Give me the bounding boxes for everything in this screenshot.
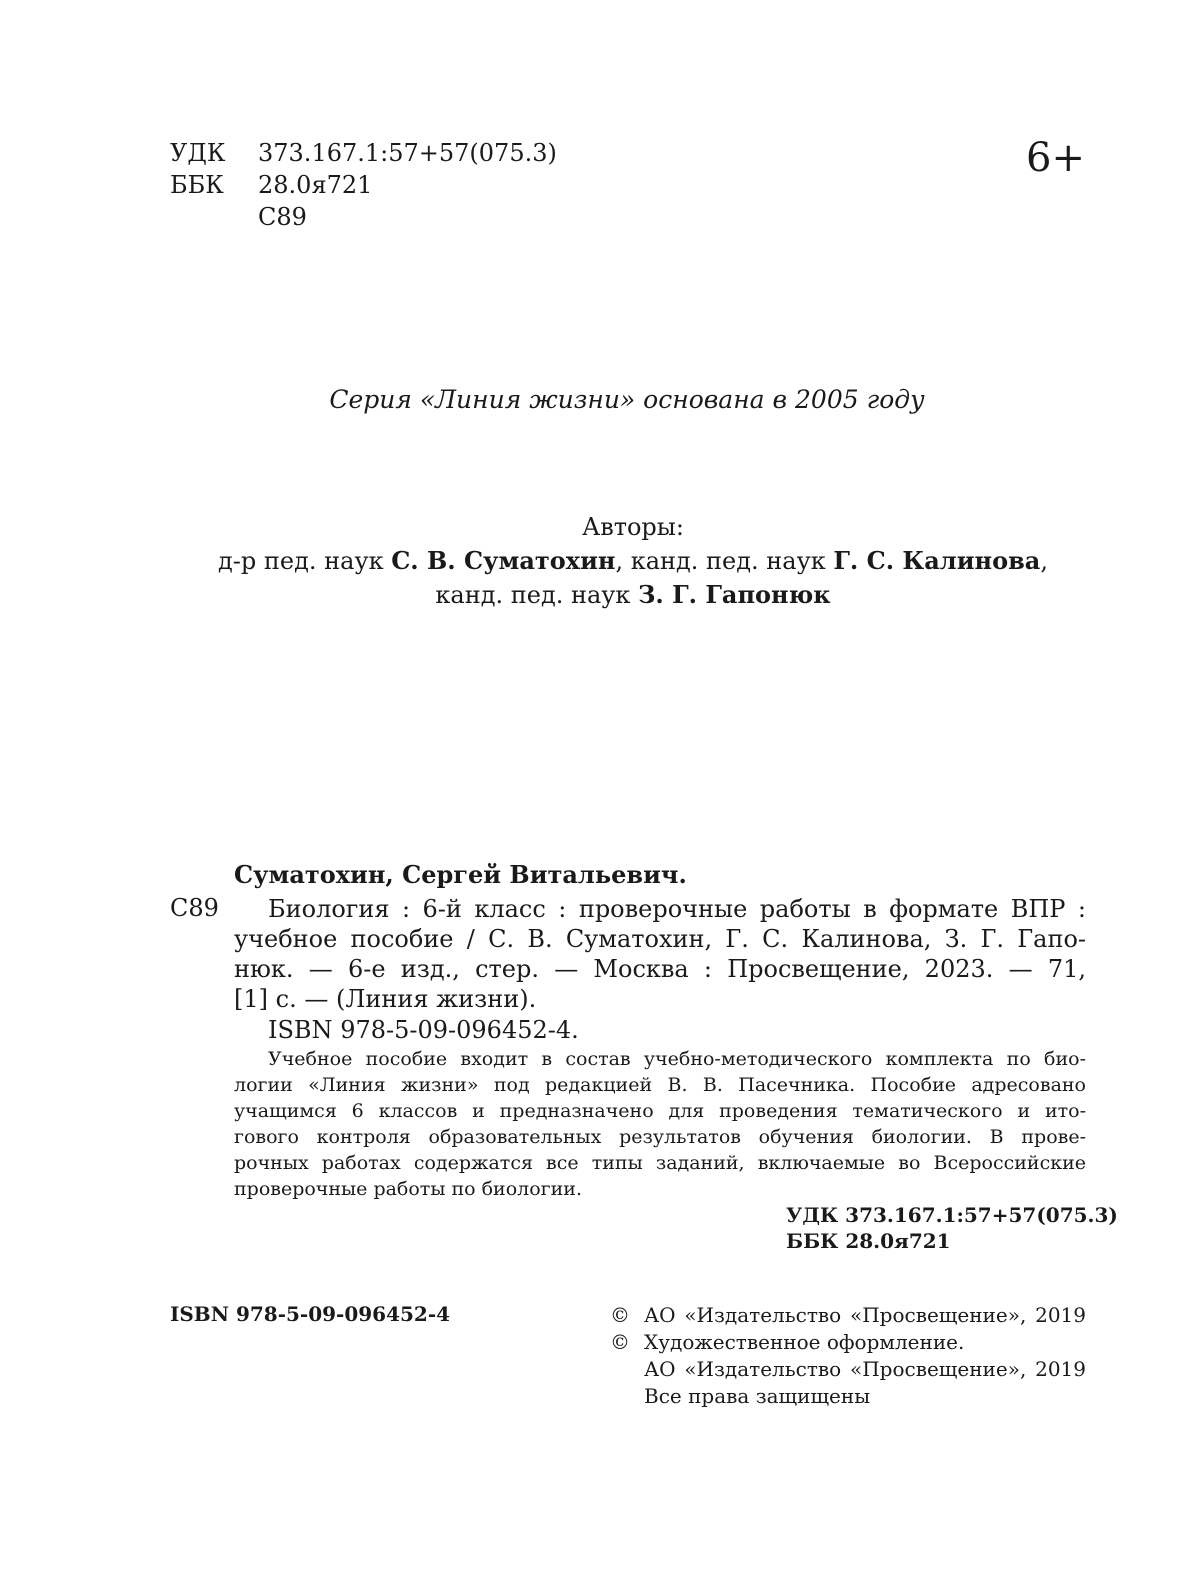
udk-repeat: УДК 373.167.1:57+57(075.3) bbox=[786, 1203, 1118, 1227]
annotation bbox=[234, 1046, 1086, 1202]
copyright-row bbox=[610, 1302, 1086, 1329]
degree-prefix: канд. пед. наук bbox=[435, 581, 639, 609]
bib-description-line: нюк. — 6-е изд., стер. — Москва : Просвещение, 2023. — 71, bbox=[234, 955, 1086, 983]
copyright-text: АО «Издательство «Просвещение», 2019 bbox=[644, 1303, 1086, 1327]
bib-description-line: учебное пособие / С. В. Суматохин, Г. С. Калинова, З. Г. Гапо- bbox=[234, 925, 1086, 953]
authors-line-1 bbox=[100, 544, 1166, 578]
annotation-line: логии «Линия жизни» под редакцией В. В. Пасечника. Пособие адресовано bbox=[234, 1074, 1086, 1096]
authors-heading: Авторы: bbox=[582, 513, 684, 541]
rights-row bbox=[610, 1383, 1086, 1410]
bbk-repeat: ББК 28.0я721 bbox=[786, 1229, 951, 1253]
udk-row bbox=[170, 138, 557, 168]
copyright-icon: © bbox=[610, 1303, 630, 1327]
rights-text: Все права защищены bbox=[644, 1384, 871, 1408]
authors-line-2 bbox=[100, 578, 1166, 612]
authors-block bbox=[100, 510, 1166, 612]
copyright-text: АО «Издательство «Просвещение», 2019 bbox=[644, 1357, 1086, 1381]
series-note: Серия «Линия жизни» основана в 2005 году bbox=[329, 385, 925, 414]
classification-repeat bbox=[786, 1202, 1118, 1254]
author-name: Г. С. Калинова bbox=[833, 546, 1041, 575]
copyright-icon: © bbox=[610, 1330, 630, 1354]
udk-value: 373.167.1:57+57(075.3) bbox=[258, 139, 557, 167]
udk-label: УДК bbox=[170, 139, 226, 167]
annotation-line: учащимся 6 классов и предназначено для проведения тематического и ито- bbox=[234, 1100, 1086, 1122]
author-name: З. Г. Гапонюк bbox=[638, 580, 831, 609]
degree-prefix: , канд. пед. наук bbox=[615, 547, 834, 575]
bbk-label: ББК bbox=[170, 171, 224, 199]
degree-prefix: д-р пед. наук bbox=[218, 547, 392, 575]
age-rating: 6+ bbox=[1026, 135, 1085, 181]
bib-description bbox=[234, 894, 1086, 1014]
copyright-text: Художественное оформление. bbox=[644, 1330, 965, 1354]
bbk-row bbox=[170, 170, 372, 200]
annotation-line: рочных работах содержатся все типы заданий, включаемые во Всероссийские bbox=[234, 1152, 1086, 1174]
copyright-row bbox=[610, 1356, 1086, 1383]
annotation-line: гового контроля образовательных результатов обучения биологии. В прове- bbox=[234, 1126, 1086, 1148]
annotation-line: Учебное пособие входит в состав учебно-методического комплекта по био- bbox=[268, 1048, 1086, 1070]
separator: , bbox=[1040, 547, 1048, 575]
copyright-row bbox=[610, 1329, 1086, 1356]
bib-code: С89 bbox=[170, 894, 219, 922]
bib-isbn: ISBN 978-5-09-096452-4. bbox=[268, 1016, 579, 1044]
author-mark: С89 bbox=[258, 203, 307, 231]
bib-description-line: [1] с. — (Линия жизни). bbox=[234, 985, 537, 1013]
author-mark-row bbox=[170, 202, 307, 232]
footer-isbn: ISBN 978-5-09-096452-4 bbox=[170, 1302, 451, 1326]
bib-description-line: Биология : 6-й класс : проверочные работы в формате ВПР : bbox=[268, 895, 1086, 923]
copyright-block bbox=[610, 1302, 1086, 1410]
annotation-line: проверочные работы по биологии. bbox=[234, 1178, 582, 1200]
author-name: С. В. Суматохин bbox=[391, 546, 616, 575]
bbk-value: 28.0я721 bbox=[258, 171, 373, 199]
bib-author-heading: Суматохин, Сергей Витальевич. bbox=[234, 860, 687, 889]
